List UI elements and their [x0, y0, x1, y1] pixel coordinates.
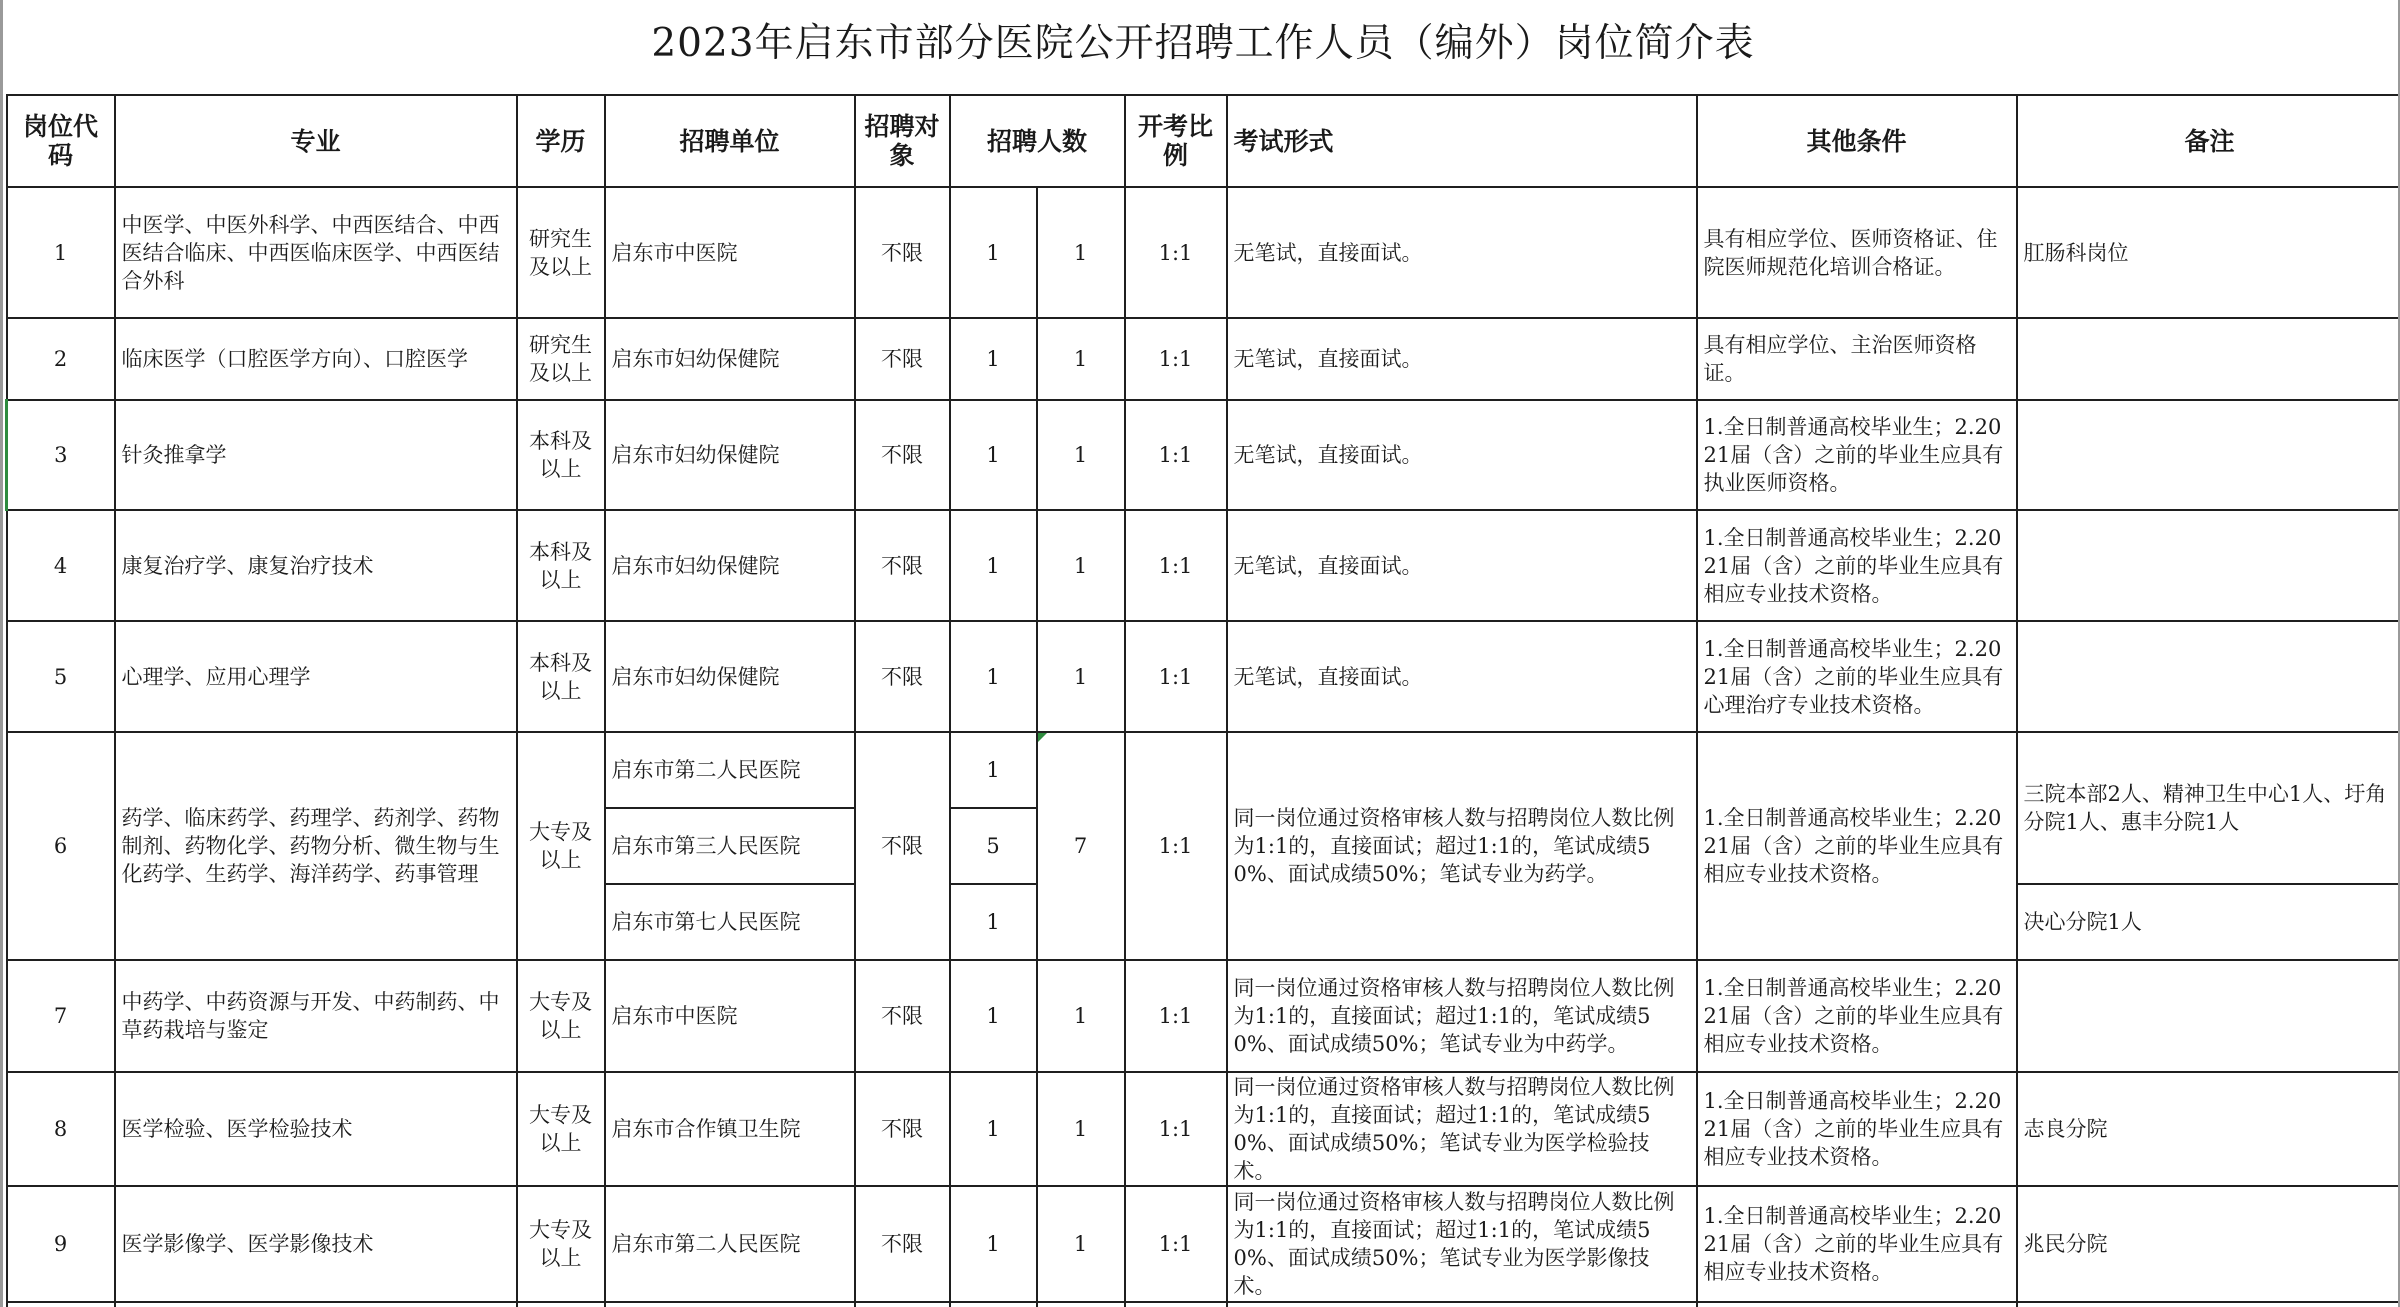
cell-major[interactable]: 针灸推拿学 — [115, 400, 517, 510]
cell-code[interactable] — [7, 1302, 115, 1307]
cell-ratio[interactable]: 1:1 — [1125, 960, 1227, 1072]
cell-code[interactable]: 5 — [7, 621, 115, 732]
cell-major[interactable]: 临床医学（口腔医学方向）、口腔医学 — [115, 318, 517, 400]
cell-exam[interactable]: 同一岗位通过资格审核人数与招聘岗位人数比例为1:1的，直接面试；超过1:1的，笔试成绩50%、面试成绩50%；笔试专业为医学影像技术。 — [1227, 1186, 1697, 1302]
cell-unit[interactable]: 启东市妇幼保健院 — [605, 510, 855, 621]
cell-count-unit[interactable]: 1 — [950, 621, 1037, 732]
cell-count-total[interactable] — [1037, 1302, 1125, 1307]
cell-remark[interactable] — [2017, 510, 2400, 621]
cell-exam[interactable]: 无笔试，直接面试。 — [1227, 318, 1697, 400]
cell-code[interactable]: 3 — [7, 400, 115, 510]
cell-target[interactable]: 不限 — [855, 732, 950, 960]
cell-remark[interactable] — [2017, 400, 2400, 510]
table-row — [7, 732, 2400, 808]
table-row — [7, 1302, 2400, 1307]
cell-education[interactable] — [517, 1302, 605, 1307]
cell-ratio[interactable]: 1:1 — [1125, 318, 1227, 400]
cell-target[interactable]: 不限 — [855, 187, 950, 318]
table-row — [7, 1072, 2400, 1186]
header-code[interactable]: 岗位代码 — [7, 95, 115, 187]
table-row — [7, 960, 2400, 1072]
cell-exam[interactable] — [1227, 1302, 1697, 1307]
cell-ratio[interactable]: 1:1 — [1125, 621, 1227, 732]
cell-count-total[interactable]: 1 — [1037, 187, 1125, 318]
cell-target[interactable]: 不限 — [855, 318, 950, 400]
cell-education[interactable]: 大专及以上 — [517, 1186, 605, 1302]
cell-unit[interactable] — [605, 1302, 855, 1307]
cell-remark[interactable]: 兆民分院 — [2017, 1186, 2400, 1302]
cell-major[interactable]: 康复治疗学、康复治疗技术 — [115, 510, 517, 621]
cell-ratio[interactable]: 1:1 — [1125, 510, 1227, 621]
cell-education[interactable]: 本科及以上 — [517, 510, 605, 621]
cell-exam[interactable]: 无笔试，直接面试。 — [1227, 510, 1697, 621]
header-count[interactable]: 招聘人数 — [950, 95, 1125, 187]
cell-code[interactable]: 9 — [7, 1186, 115, 1302]
positions-table — [5, 94, 2400, 1307]
cell-count-total[interactable]: 1 — [1037, 1186, 1125, 1302]
cell-count-unit[interactable]: 1 — [950, 884, 1037, 960]
cell-target[interactable]: 不限 — [855, 960, 950, 1072]
cell-ratio[interactable]: 1:1 — [1125, 400, 1227, 510]
cell-education[interactable]: 大专及以上 — [517, 732, 605, 960]
table-header-row — [7, 95, 2400, 187]
cell-other[interactable]: 1.全日制普通高校毕业生；2.2021届（含）之前的毕业生应具有相应专业技术资格。 — [1697, 1186, 2017, 1302]
cell-exam[interactable]: 无笔试，直接面试。 — [1227, 187, 1697, 318]
cell-major[interactable] — [115, 1302, 517, 1307]
header-target[interactable]: 招聘对象 — [855, 95, 950, 187]
cell-unit[interactable]: 启东市妇幼保健院 — [605, 621, 855, 732]
cell-count-total[interactable]: 1 — [1037, 510, 1125, 621]
cell-major[interactable]: 医学检验、医学检验技术 — [115, 1072, 517, 1186]
cell-other[interactable]: 1.全日制普通高校毕业生；2.2021届（含）之前的毕业生应具有执业医师资格。 — [1697, 400, 2017, 510]
cell-other[interactable]: 1.全日制普通高校毕业生；2.2021届（含）之前的毕业生应具有相应专业技术资格。 — [1697, 1072, 2017, 1186]
cell-major[interactable]: 药学、临床药学、药理学、药剂学、药物制剂、药物化学、药物分析、微生物与生化药学、生药学、海洋药学、药事管理 — [115, 732, 517, 960]
cell-major[interactable]: 医学影像学、医学影像技术 — [115, 1186, 517, 1302]
cell-remark[interactable] — [2017, 960, 2400, 1072]
cell-count-unit[interactable]: 1 — [950, 960, 1037, 1072]
cell-major[interactable]: 中药学、中药资源与开发、中药制药、中草药栽培与鉴定 — [115, 960, 517, 1072]
cell-education[interactable]: 大专及以上 — [517, 1072, 605, 1186]
cell-count-unit[interactable] — [950, 1302, 1037, 1307]
cell-exam[interactable]: 无笔试，直接面试。 — [1227, 400, 1697, 510]
cell-code[interactable]: 1 — [7, 187, 115, 318]
header-unit[interactable]: 招聘单位 — [605, 95, 855, 187]
header-exam[interactable]: 考试形式 — [1227, 95, 1697, 187]
cell-major[interactable]: 心理学、应用心理学 — [115, 621, 517, 732]
header-remark[interactable]: 备注 — [2017, 95, 2400, 187]
cell-ratio[interactable] — [1125, 1302, 1227, 1307]
cell-count-total[interactable]: 1 — [1037, 960, 1125, 1072]
cell-other[interactable]: 1.全日制普通高校毕业生；2.2021届（含）之前的毕业生应具有相应专业技术资格。 — [1697, 510, 2017, 621]
cell-remark[interactable] — [2017, 621, 2400, 732]
cell-other[interactable] — [1697, 1302, 2017, 1307]
cell-education[interactable]: 研究生及以上 — [517, 187, 605, 318]
cell-target[interactable]: 不限 — [855, 1186, 950, 1302]
cell-count-total[interactable]: 1 — [1037, 400, 1125, 510]
cell-unit[interactable]: 启东市第三人民医院 — [605, 808, 855, 884]
cell-count-total[interactable]: 1 — [1037, 621, 1125, 732]
cell-code[interactable]: 8 — [7, 1072, 115, 1186]
cell-major[interactable]: 中医学、中医外科学、中西医结合、中西医结合临床、中西医临床医学、中西医结合外科 — [115, 187, 517, 318]
table-row — [7, 510, 2400, 621]
cell-remark[interactable]: 肛肠科岗位 — [2017, 187, 2400, 318]
cell-exam[interactable]: 无笔试，直接面试。 — [1227, 621, 1697, 732]
cell-unit[interactable]: 启东市第二人民医院 — [605, 732, 855, 808]
cell-unit[interactable]: 启东市合作镇卫生院 — [605, 1072, 855, 1186]
cell-target[interactable] — [855, 1302, 950, 1307]
cell-exam[interactable]: 同一岗位通过资格审核人数与招聘岗位人数比例为1:1的，直接面试；超过1:1的，笔试成绩50%、面试成绩50%；笔试专业为中药学。 — [1227, 960, 1697, 1072]
cell-exam[interactable]: 同一岗位通过资格审核人数与招聘岗位人数比例为1:1的，直接面试；超过1:1的，笔试成绩50%、面试成绩50%；笔试专业为药学。 — [1227, 732, 1697, 960]
cell-target[interactable]: 不限 — [855, 621, 950, 732]
cell-count-unit[interactable]: 5 — [950, 808, 1037, 884]
cell-education[interactable]: 本科及以上 — [517, 400, 605, 510]
header-other[interactable]: 其他条件 — [1697, 95, 2017, 187]
table-row — [7, 400, 2400, 510]
page-title: 2023年启东市部分医院公开招聘工作人员（编外）岗位简介表 — [651, 21, 1755, 66]
cell-code[interactable]: 7 — [7, 960, 115, 1072]
header-ratio[interactable]: 开考比例 — [1125, 95, 1227, 187]
cell-education[interactable]: 本科及以上 — [517, 621, 605, 732]
cell-count-unit[interactable]: 1 — [950, 318, 1037, 400]
cell-unit[interactable]: 启东市中医院 — [605, 187, 855, 318]
table-row — [7, 1186, 2400, 1302]
cell-remark[interactable]: 决心分院1人 — [2017, 884, 2400, 960]
cell-target[interactable]: 不限 — [855, 510, 950, 621]
cell-unit[interactable]: 启东市妇幼保健院 — [605, 400, 855, 510]
cell-code[interactable]: 4 — [7, 510, 115, 621]
cell-remark[interactable]: 志良分院 — [2017, 1072, 2400, 1186]
cell-other[interactable]: 具有相应学位、主治医师资格证。 — [1697, 318, 2017, 400]
cell-count-unit[interactable]: 1 — [950, 510, 1037, 621]
cell-count-unit[interactable]: 1 — [950, 400, 1037, 510]
cell-count-unit[interactable]: 1 — [950, 732, 1037, 808]
cell-ratio[interactable]: 1:1 — [1125, 1186, 1227, 1302]
table-row — [7, 621, 2400, 732]
cell-other[interactable]: 具有相应学位、医师资格证、住院医师规范化培训合格证。 — [1697, 187, 2017, 318]
cell-ratio[interactable]: 1:1 — [1125, 1072, 1227, 1186]
cell-count-unit[interactable]: 1 — [950, 1186, 1037, 1302]
cell-other[interactable]: 1.全日制普通高校毕业生；2.2021届（含）之前的毕业生应具有心理治疗专业技术资格。 — [1697, 621, 2017, 732]
cell-unit[interactable]: 启东市第二人民医院 — [605, 1186, 855, 1302]
cell-remark[interactable] — [2017, 318, 2400, 400]
cell-code[interactable]: 6 — [7, 732, 115, 960]
table-row — [7, 187, 2400, 318]
cell-count-unit[interactable]: 1 — [950, 187, 1037, 318]
cell-count-total[interactable]: 7 — [1037, 732, 1125, 960]
cell-ratio[interactable]: 1:1 — [1125, 187, 1227, 318]
cell-ratio[interactable]: 1:1 — [1125, 732, 1227, 960]
cell-education[interactable]: 大专及以上 — [517, 960, 605, 1072]
cell-target[interactable]: 不限 — [855, 400, 950, 510]
cell-education[interactable]: 研究生及以上 — [517, 318, 605, 400]
cell-target[interactable]: 不限 — [855, 1072, 950, 1186]
cell-remark[interactable] — [2017, 1302, 2400, 1307]
cell-remark[interactable]: 三院本部2人、精神卫生中心1人、圩角分院1人、惠丰分院1人 — [2017, 732, 2400, 884]
cell-code[interactable]: 2 — [7, 318, 115, 400]
cell-exam[interactable]: 同一岗位通过资格审核人数与招聘岗位人数比例为1:1的，直接面试；超过1:1的，笔试成绩50%、面试成绩50%；笔试专业为医学检验技术。 — [1227, 1072, 1697, 1186]
cell-unit[interactable]: 启东市第七人民医院 — [605, 884, 855, 960]
header-education[interactable]: 学历 — [517, 95, 605, 187]
header-major[interactable]: 专业 — [115, 95, 517, 187]
cell-count-unit[interactable]: 1 — [950, 1072, 1037, 1186]
cell-other[interactable]: 1.全日制普通高校毕业生；2.2021届（含）之前的毕业生应具有相应专业技术资格。 — [1697, 732, 2017, 960]
table-row — [7, 318, 2400, 400]
cell-unit[interactable]: 启东市妇幼保健院 — [605, 318, 855, 400]
cell-count-total[interactable]: 1 — [1037, 1072, 1125, 1186]
cell-unit[interactable]: 启东市中医院 — [605, 960, 855, 1072]
cell-count-total[interactable]: 1 — [1037, 318, 1125, 400]
cell-other[interactable]: 1.全日制普通高校毕业生；2.2021届（含）之前的毕业生应具有相应专业技术资格。 — [1697, 960, 2017, 1072]
